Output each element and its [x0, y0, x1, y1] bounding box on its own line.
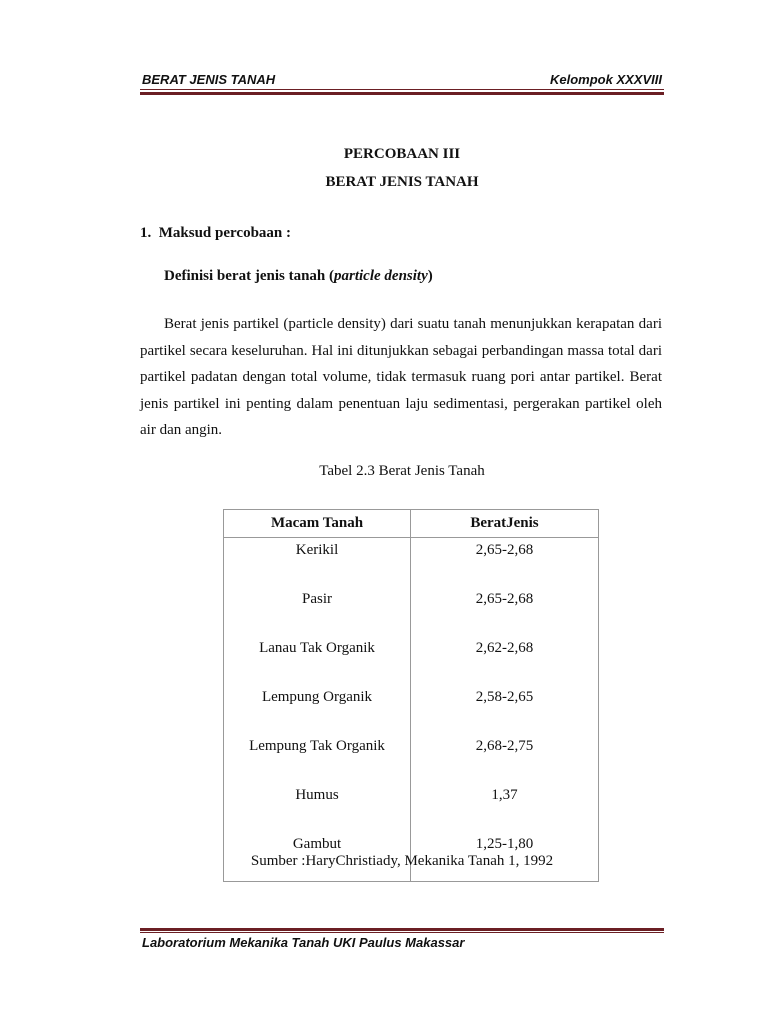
table-row — [224, 734, 599, 783]
footer-rule-thin — [140, 932, 664, 933]
page-footer: Laboratorium Mekanika Tanah UKI Paulus Makassar — [142, 935, 465, 950]
soil-type-cell: Lempung Tak Organik — [224, 734, 411, 783]
soil-type-cell: Kerikil — [224, 538, 411, 588]
definition-suffix: ) — [427, 268, 433, 284]
soil-type-cell: Gambut — [224, 832, 411, 882]
soil-type-cell: Pasir — [224, 587, 411, 636]
soil-type-cell: Lempung Organik — [224, 685, 411, 734]
page-header — [142, 72, 662, 87]
column-header-density: BeratJenis — [411, 510, 599, 538]
definition-prefix: Definisi berat jenis tanah ( — [164, 268, 334, 284]
density-cell: 2,58-2,65 — [411, 685, 599, 734]
density-cell: 2,62-2,68 — [411, 636, 599, 685]
experiment-subtitle: BERAT JENIS TANAH — [325, 174, 479, 190]
soil-type-cell: Humus — [224, 783, 411, 832]
density-cell: 2,65-2,68 — [411, 587, 599, 636]
table-header-row — [224, 510, 599, 538]
density-cell: 2,68-2,75 — [411, 734, 599, 783]
definition-italic: particle density — [334, 268, 428, 284]
header-rule-thick — [140, 92, 664, 95]
section-heading: 1. Maksud percobaan : — [140, 225, 291, 241]
table-row — [224, 587, 599, 636]
table-row — [224, 783, 599, 832]
density-cell: 1,37 — [411, 783, 599, 832]
header-left-title: BERAT JENIS TANAH — [142, 72, 276, 87]
header-rule-thin — [140, 89, 664, 90]
table-caption: Tabel 2.3 Berat Jenis Tanah — [319, 463, 485, 479]
table-row — [224, 538, 599, 588]
column-header-soil-type: Macam Tanah — [224, 510, 411, 538]
footer-rule-thick — [140, 928, 664, 931]
table-row — [224, 685, 599, 734]
soil-density-table — [223, 509, 599, 882]
experiment-title: PERCOBAAN III — [343, 146, 461, 162]
definition-heading — [164, 268, 433, 285]
density-cell: 2,65-2,68 — [411, 538, 599, 588]
definition-paragraph: Berat jenis partikel (particle density) dari suatu tanah menunjukkan kerapatan dari partikel secara keseluruhan. Hal ini ditunjukkan sebagai perbandingan massa total dari partikel padatan dengan total volume, tidak termasuk ruang pori antar partikel. Berat jenis partikel ini penting dalam penentuan laju sedimentasi, pergerakan partikel oleh air dan angin. — [140, 316, 662, 439]
soil-type-cell: Lanau Tak Organik — [224, 636, 411, 685]
header-group-label: Kelompok XXXVIII — [550, 72, 662, 87]
table-row — [224, 636, 599, 685]
density-cell: 1,25-1,80 — [411, 832, 599, 882]
table-source: Sumber :HaryChristiady, Mekanika Tanah 1, 1992 — [250, 853, 554, 869]
